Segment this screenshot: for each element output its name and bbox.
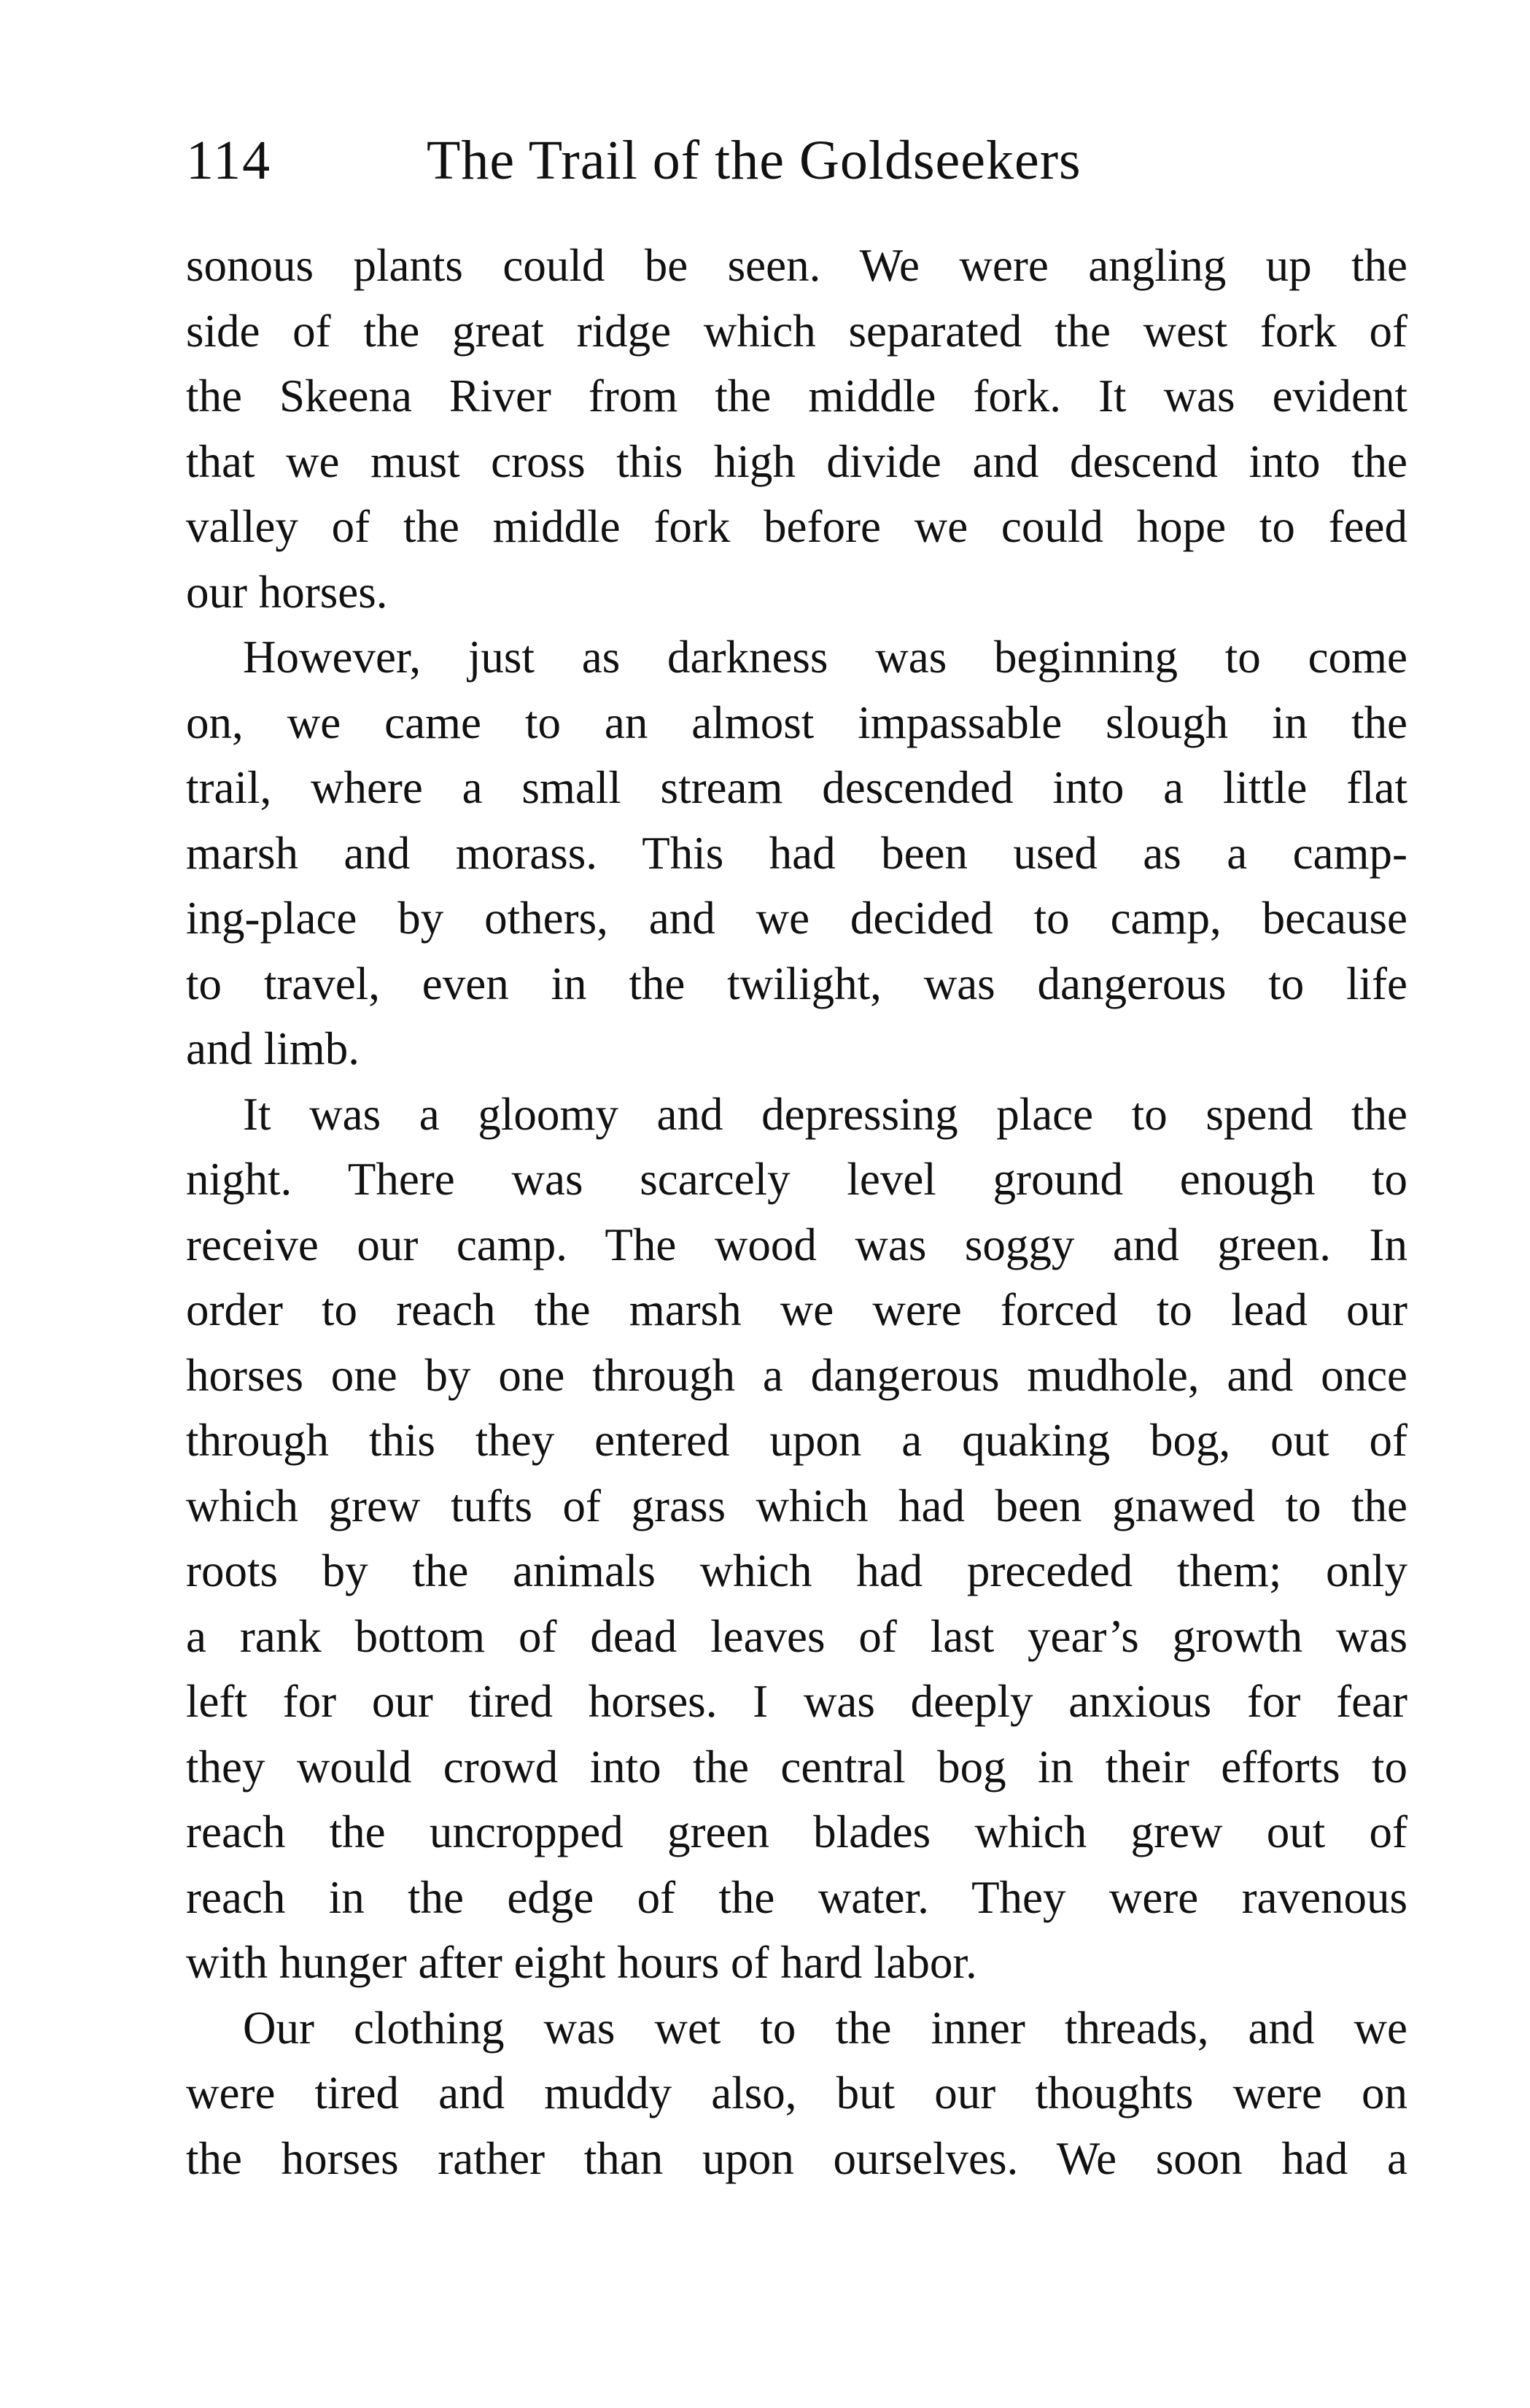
text-line: left for our tired horses. I was deeply anxious for fear [186, 1676, 1407, 1727]
text-line: Our clothing was wet to the inner threads, and we [243, 2002, 1407, 2054]
text-line: sonous plants could be seen. We were angling up the [186, 240, 1407, 291]
text-line: trail, where a small stream descended into a little flat [186, 762, 1407, 813]
text-line: a rank bottom of dead leaves of last year’s growth was [186, 1610, 1407, 1662]
text-line: which grew tufts of grass which had been gnawed to the [186, 1480, 1407, 1531]
text-line: and limb. [186, 1023, 360, 1074]
text-line: to travel, even in the twilight, was dangerous to life [186, 958, 1407, 1009]
text-line: through this they entered upon a quaking bog, out of [186, 1415, 1407, 1466]
text-line: our horses. [186, 566, 388, 618]
text-line: roots by the animals which had preceded them; only [186, 1545, 1407, 1596]
text-line: they would crowd into the central bog in their efforts to [186, 1741, 1407, 1793]
text-line: with hunger after eight hours of hard labor. [186, 1937, 977, 1988]
text-line: It was a gloomy and depressing place to spend the [243, 1088, 1407, 1140]
paragraph [186, 1082, 1407, 1996]
text-line: order to reach the marsh we were forced to lead our [186, 1284, 1407, 1335]
text-line: reach in the edge of the water. They were ravenous [186, 1871, 1407, 1923]
text-line: reach the uncropped green blades which grew out of [186, 1806, 1407, 1857]
text-line: on, we came to an almost impassable slough in the [186, 696, 1407, 748]
text-line: that we must cross this high divide and descend into the [186, 435, 1407, 487]
text-line: night. There was scarcely level ground enough to [186, 1154, 1407, 1205]
text-line: However, just as darkness was beginning to come [243, 632, 1407, 683]
text-line: valley of the middle fork before we could hope to feed [186, 501, 1407, 552]
paragraph [186, 625, 1407, 1082]
paragraph [186, 1996, 1407, 2192]
body-text [186, 233, 1407, 2191]
text-line: marsh and morass. This had been used as a camp- [186, 827, 1407, 879]
text-line: ing-place by others, and we decided to camp, because [186, 893, 1407, 944]
text-line: side of the great ridge which separated the west fork of [186, 305, 1407, 357]
text-line: receive our camp. The wood was soggy and green. In [186, 1219, 1407, 1270]
paragraph [186, 233, 1407, 625]
page-number: 114 [186, 130, 272, 191]
running-header [186, 120, 1382, 201]
text-line: horses one by one through a dangerous mudhole, and once [186, 1349, 1407, 1401]
text-line: the horses rather than upon ourselves. We soon had a [186, 2132, 1407, 2184]
running-title: The Trail of the Goldseekers [427, 130, 1082, 191]
text-line: were tired and muddy also, but our thoughts were on [186, 2067, 1407, 2118]
text-line: the Skeena River from the middle fork. It was evident [186, 370, 1407, 422]
